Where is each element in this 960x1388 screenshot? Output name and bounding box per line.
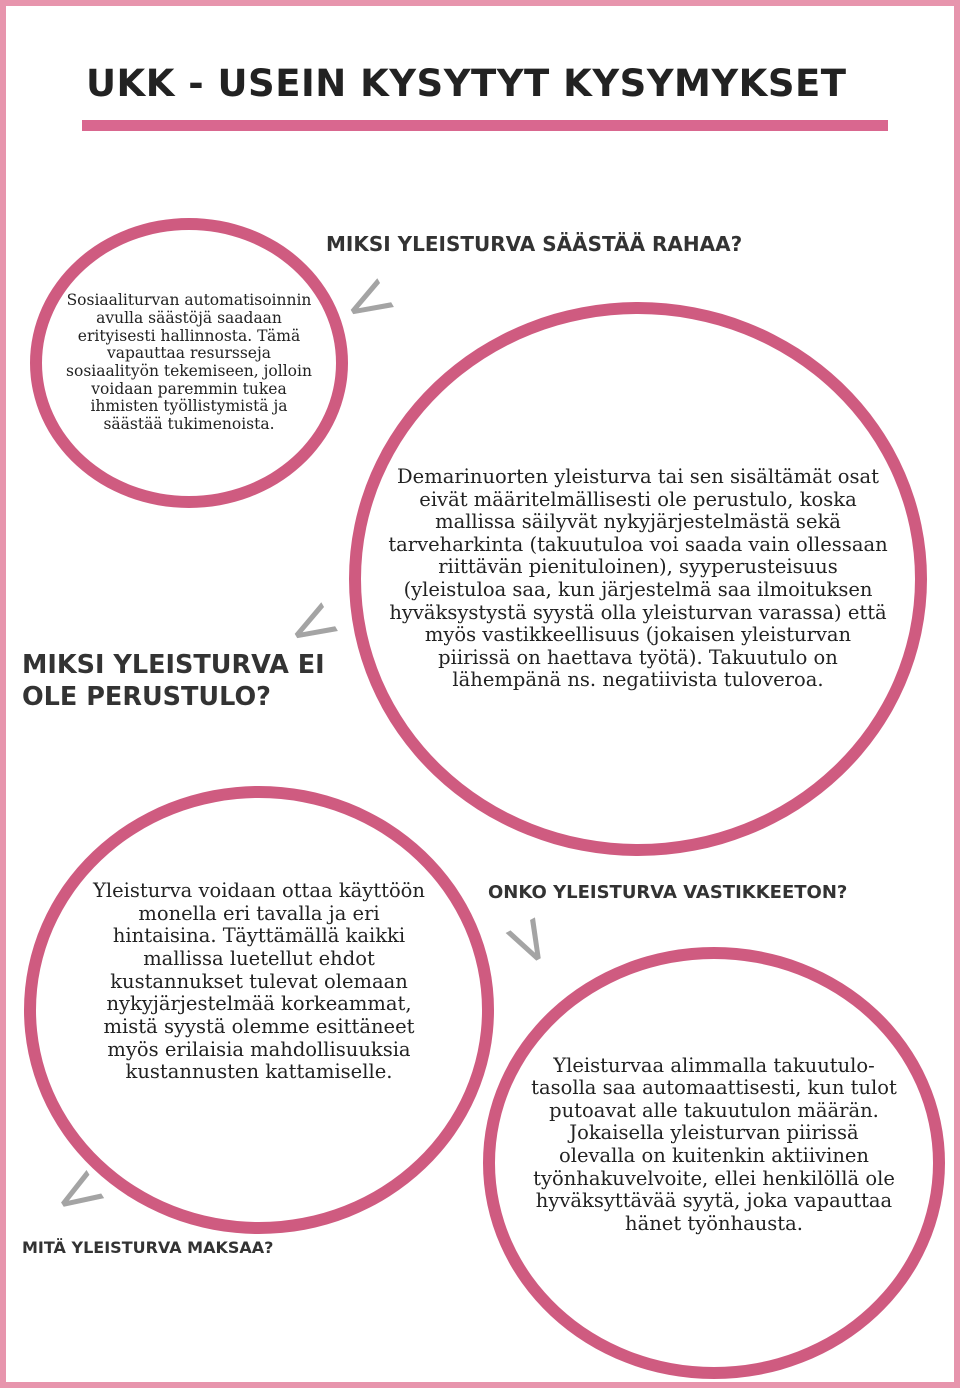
- answer-saastaa-rahaa: Sosiaaliturvan automatisoinnin avulla säästöjä saadaan erityisesti hallinnosta. Tämä vapauttaa resursseja sosiaalityön tekemiseen, jolloin voidaan paremmin tukea ihmisten työllistymistä ja säästää tukimenoista.: [66, 291, 312, 433]
- answer-circle-ei-ole-perustulo: [349, 302, 927, 856]
- answer-circle-saastaa-rahaa: [30, 218, 348, 508]
- answer-vastikkeeton: Yleisturvaa alimmalla takuutulo-tasolla saa automaattisesti, kun tulot putoavat alle takuutulon määrän. Jokaisella yleisturvan piirissä olevalla on kuitenkin aktiivinen työnhakuvelvoite, ellei henkilöllä ole hyväksyttävää syytä, joka vapauttaa hänet työnhausta.: [531, 1053, 897, 1235]
- answer-mita-maksaa: Yleisturva voidaan ottaa käyttöön monella eri tavalla ja eri hintaisina. Täyttämällä kaikki mallissa luetellut ehdot kustannukset tulevat olemaan nykyjärjestelmää korkeammat, mistä syystä olemme esittäneet myös erilaisia mahdollisuuksia kustannusten kattamiselle.: [93, 879, 425, 1084]
- answer-ei-ole-perustulo: Demarinuorten yleisturva tai sen sisältämät osat eivät määritelmällisesti ole perustulo, koska mallissa säilyvät nykyjärjestelmästä sekä tarveharkinta (takuutuloa voi saada vain ollessaan riittävän pienituloinen), syyperusteisuus (yleistuloa saa, kun järjestelmä saa ilmoituksen hyväksystystä syystä olla yleisturvan varassa) että myös vastikkeellisuus (jokaisen yleisturvan piirissä on haettava työtä). Takuutulo on lähempänä ns. negatiivista tuloveroa.: [388, 464, 888, 692]
- answer-circle-mita-maksaa: [24, 786, 494, 1238]
- question-vastikkeeton: ONKO YLEISTURVA VASTIKKEETON?: [488, 882, 848, 903]
- question-saastaa-rahaa: MIKSI YLEISTURVA SÄÄSTÄÄ RAHAA?: [326, 232, 743, 256]
- question-ei-ole-perustulo: MIKSI YLEISTURVA EI OLE PERUSTULO?: [22, 650, 325, 712]
- arrow-icon: <: [326, 255, 409, 346]
- answer-circle-vastikkeeton: [483, 947, 945, 1379]
- title-underline: [82, 120, 888, 131]
- arrow-icon: <: [36, 1147, 120, 1238]
- question-mita-maksaa: MITÄ YLEISTURVA MAKSAA?: [22, 1238, 274, 1257]
- arrow-icon: <: [483, 903, 572, 984]
- arrow-icon: <: [270, 579, 353, 670]
- page-title: UKK - USEIN KYSYTYT KYSYMYKSET: [86, 62, 847, 105]
